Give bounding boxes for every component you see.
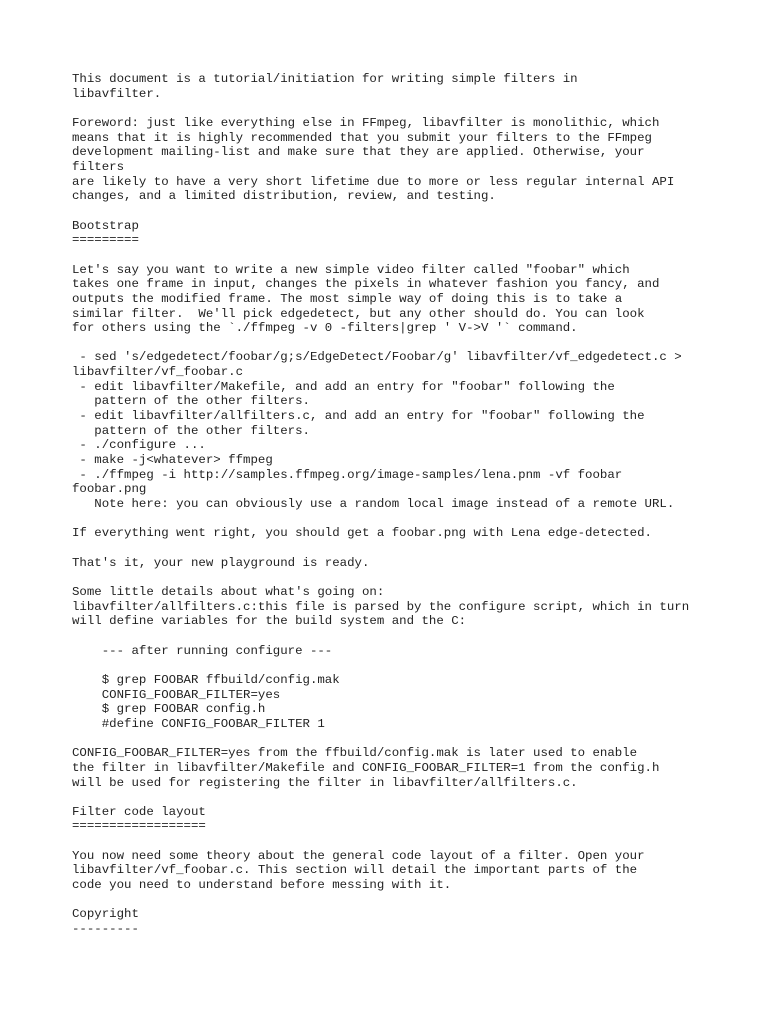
document-body-text: This document is a tutorial/initiation for writing simple filters in libavfilter. Foreword: just like everything else in FFmpeg, libavfilter is monolithic, which means that it is highly recommended that you submit your filters to the FFmpeg development mailing-list and make sure that they are applied. Otherwise, your filters are likely to have a very short lifetime due to more or less regular internal API changes, and a limited distribution, review, and testing. Bootstrap ========= Let's say you want to write a new simple video filter called "foobar" which takes one frame in input, changes the pixels in whatever fashion you fancy, and outputs the modified frame. The most simple way of doing this is to take a similar filter. We'll pick edgedetect, but any other should do. You can look for others using the `./ffmpeg -v 0 -filters|grep ' V->V '` command. - sed 's/edgedetect/foobar/g;s/EdgeDetect/Foobar/g' libavfilter/vf_edgedetect.c > libavfilter/vf_foobar.c - edit libavfilter/Makefile, and add an entry for "foobar" following the pattern of the other filters. - edit libavfilter/allfilters.c, and add an entry for "foobar" following the pattern of the other filters. - ./configure ... - make -j<whatever> ffmpeg - ./ffmpeg -i http://samples.ffmpeg.org/image-samples/lena.pnm -vf foobar foobar.png Note here: you can obviously use a random local image instead of a remote URL. If everything went right, you should get a foobar.png with Lena edge-detected. That's it, your new playground is ready. Some little details about what's going on: libavfilter/allfilters.c:this file is parsed by the configure script, which in turn will define variables for the build system and the C: --- after running configure --- $ grep FOOBAR ffbuild/config.mak CONFIG_FOOBAR_FILTER=yes $ grep FOOBAR config.h #define CONFIG_FOOBAR_FILTER 1 CONFIG_FOOBAR_FILTER=yes from the ffbuild/config.mak is later used to enable the filter in libavfilter/Makefile and CONFIG_FOOBAR_FILTER=1 from the config.h will be used for registering the filter in libavfilter/allfilters.c. Filter code layout ================== You now need some theory about the general code layout of a filter. Open your libavfilter/vf_foobar.c. This section will detail the important parts of the code you need to understand before messing with it. Copyright --------- [72, 72, 690, 937]
